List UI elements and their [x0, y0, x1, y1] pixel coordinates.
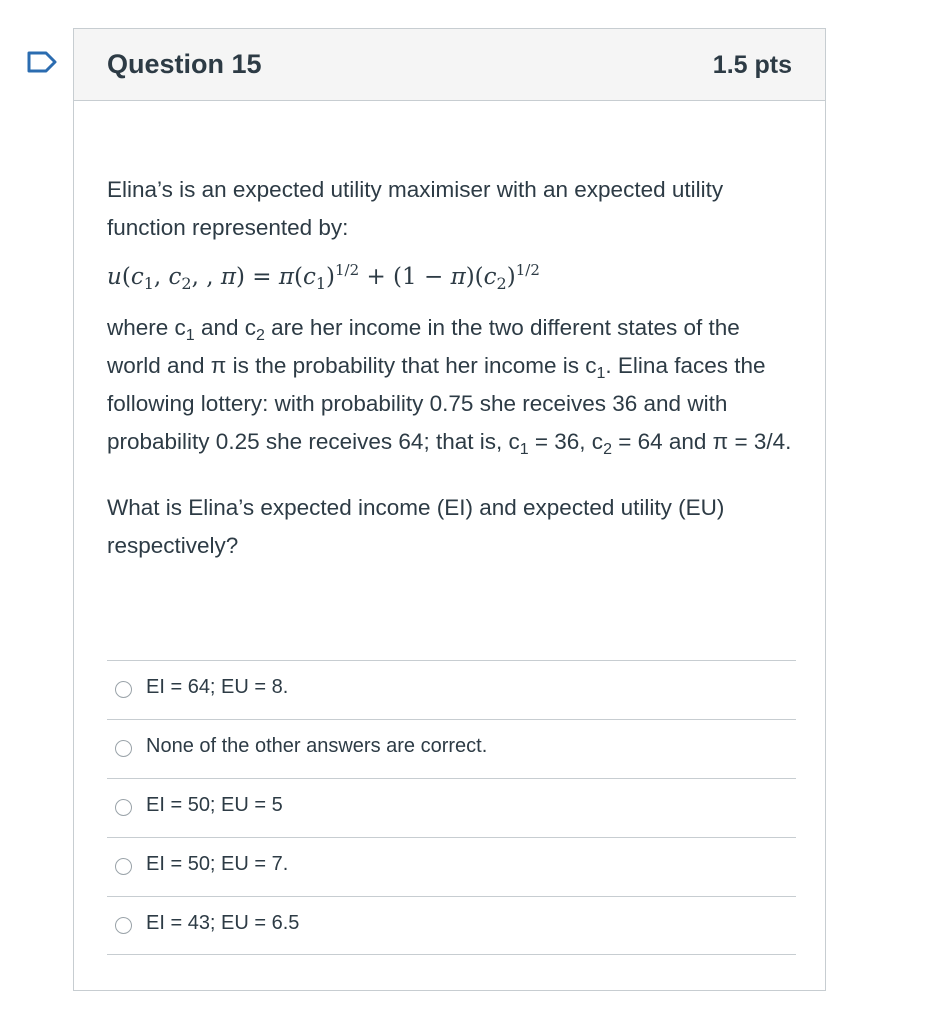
question-card: [73, 28, 826, 991]
question-prompt: What is Elina’s expected income (EI) and expected utility (EU) respectively?: [107, 495, 725, 558]
question-text: [107, 171, 793, 565]
question-intro: Elina’s is an expected utility maximiser with an expected utility function represented by:: [107, 177, 724, 240]
question-header: [74, 29, 825, 101]
answer-option[interactable]: [107, 778, 796, 837]
question-title: Question 15: [107, 49, 262, 79]
answer-option[interactable]: [107, 660, 796, 719]
utility-formula: $u(c_1$, $c_2$, , $\pi) = \pi(c_1)^{1/2} + (1 - \pi)(c_2)^{1/2}$: [107, 261, 540, 293]
answer-label[interactable]: EI = 50; EU = 5: [146, 794, 283, 816]
answer-label[interactable]: EI = 50; EU = 7.: [146, 853, 289, 875]
radio-button[interactable]: [115, 858, 132, 875]
question-description: where $c_1$ and $c_2$ are her income in the two different states of the world and π is the probability that her income is $c_1$. Elina faces the following lottery: with probability 0.75 she receives 36 and with probability 0.25 she receives 64; that is, $c_1 = 36$, $c_2 = 64$ and π = 3/4.: [107, 315, 792, 458]
answer-label[interactable]: None of the other answers are correct.: [146, 735, 488, 757]
radio-button[interactable]: [115, 799, 132, 816]
radio-button[interactable]: [115, 917, 132, 934]
answer-list: [107, 660, 796, 955]
answer-label[interactable]: EI = 43; EU = 6.5: [146, 912, 300, 934]
answer-label[interactable]: EI = 64; EU = 8.: [146, 676, 289, 698]
radio-button[interactable]: [115, 740, 132, 757]
radio-button[interactable]: [115, 681, 132, 698]
answer-option[interactable]: [107, 837, 796, 896]
answer-option[interactable]: [107, 719, 796, 778]
answer-option[interactable]: [107, 896, 796, 955]
question-points: 1.5 pts: [712, 51, 792, 79]
flag-question-icon[interactable]: [26, 50, 58, 74]
